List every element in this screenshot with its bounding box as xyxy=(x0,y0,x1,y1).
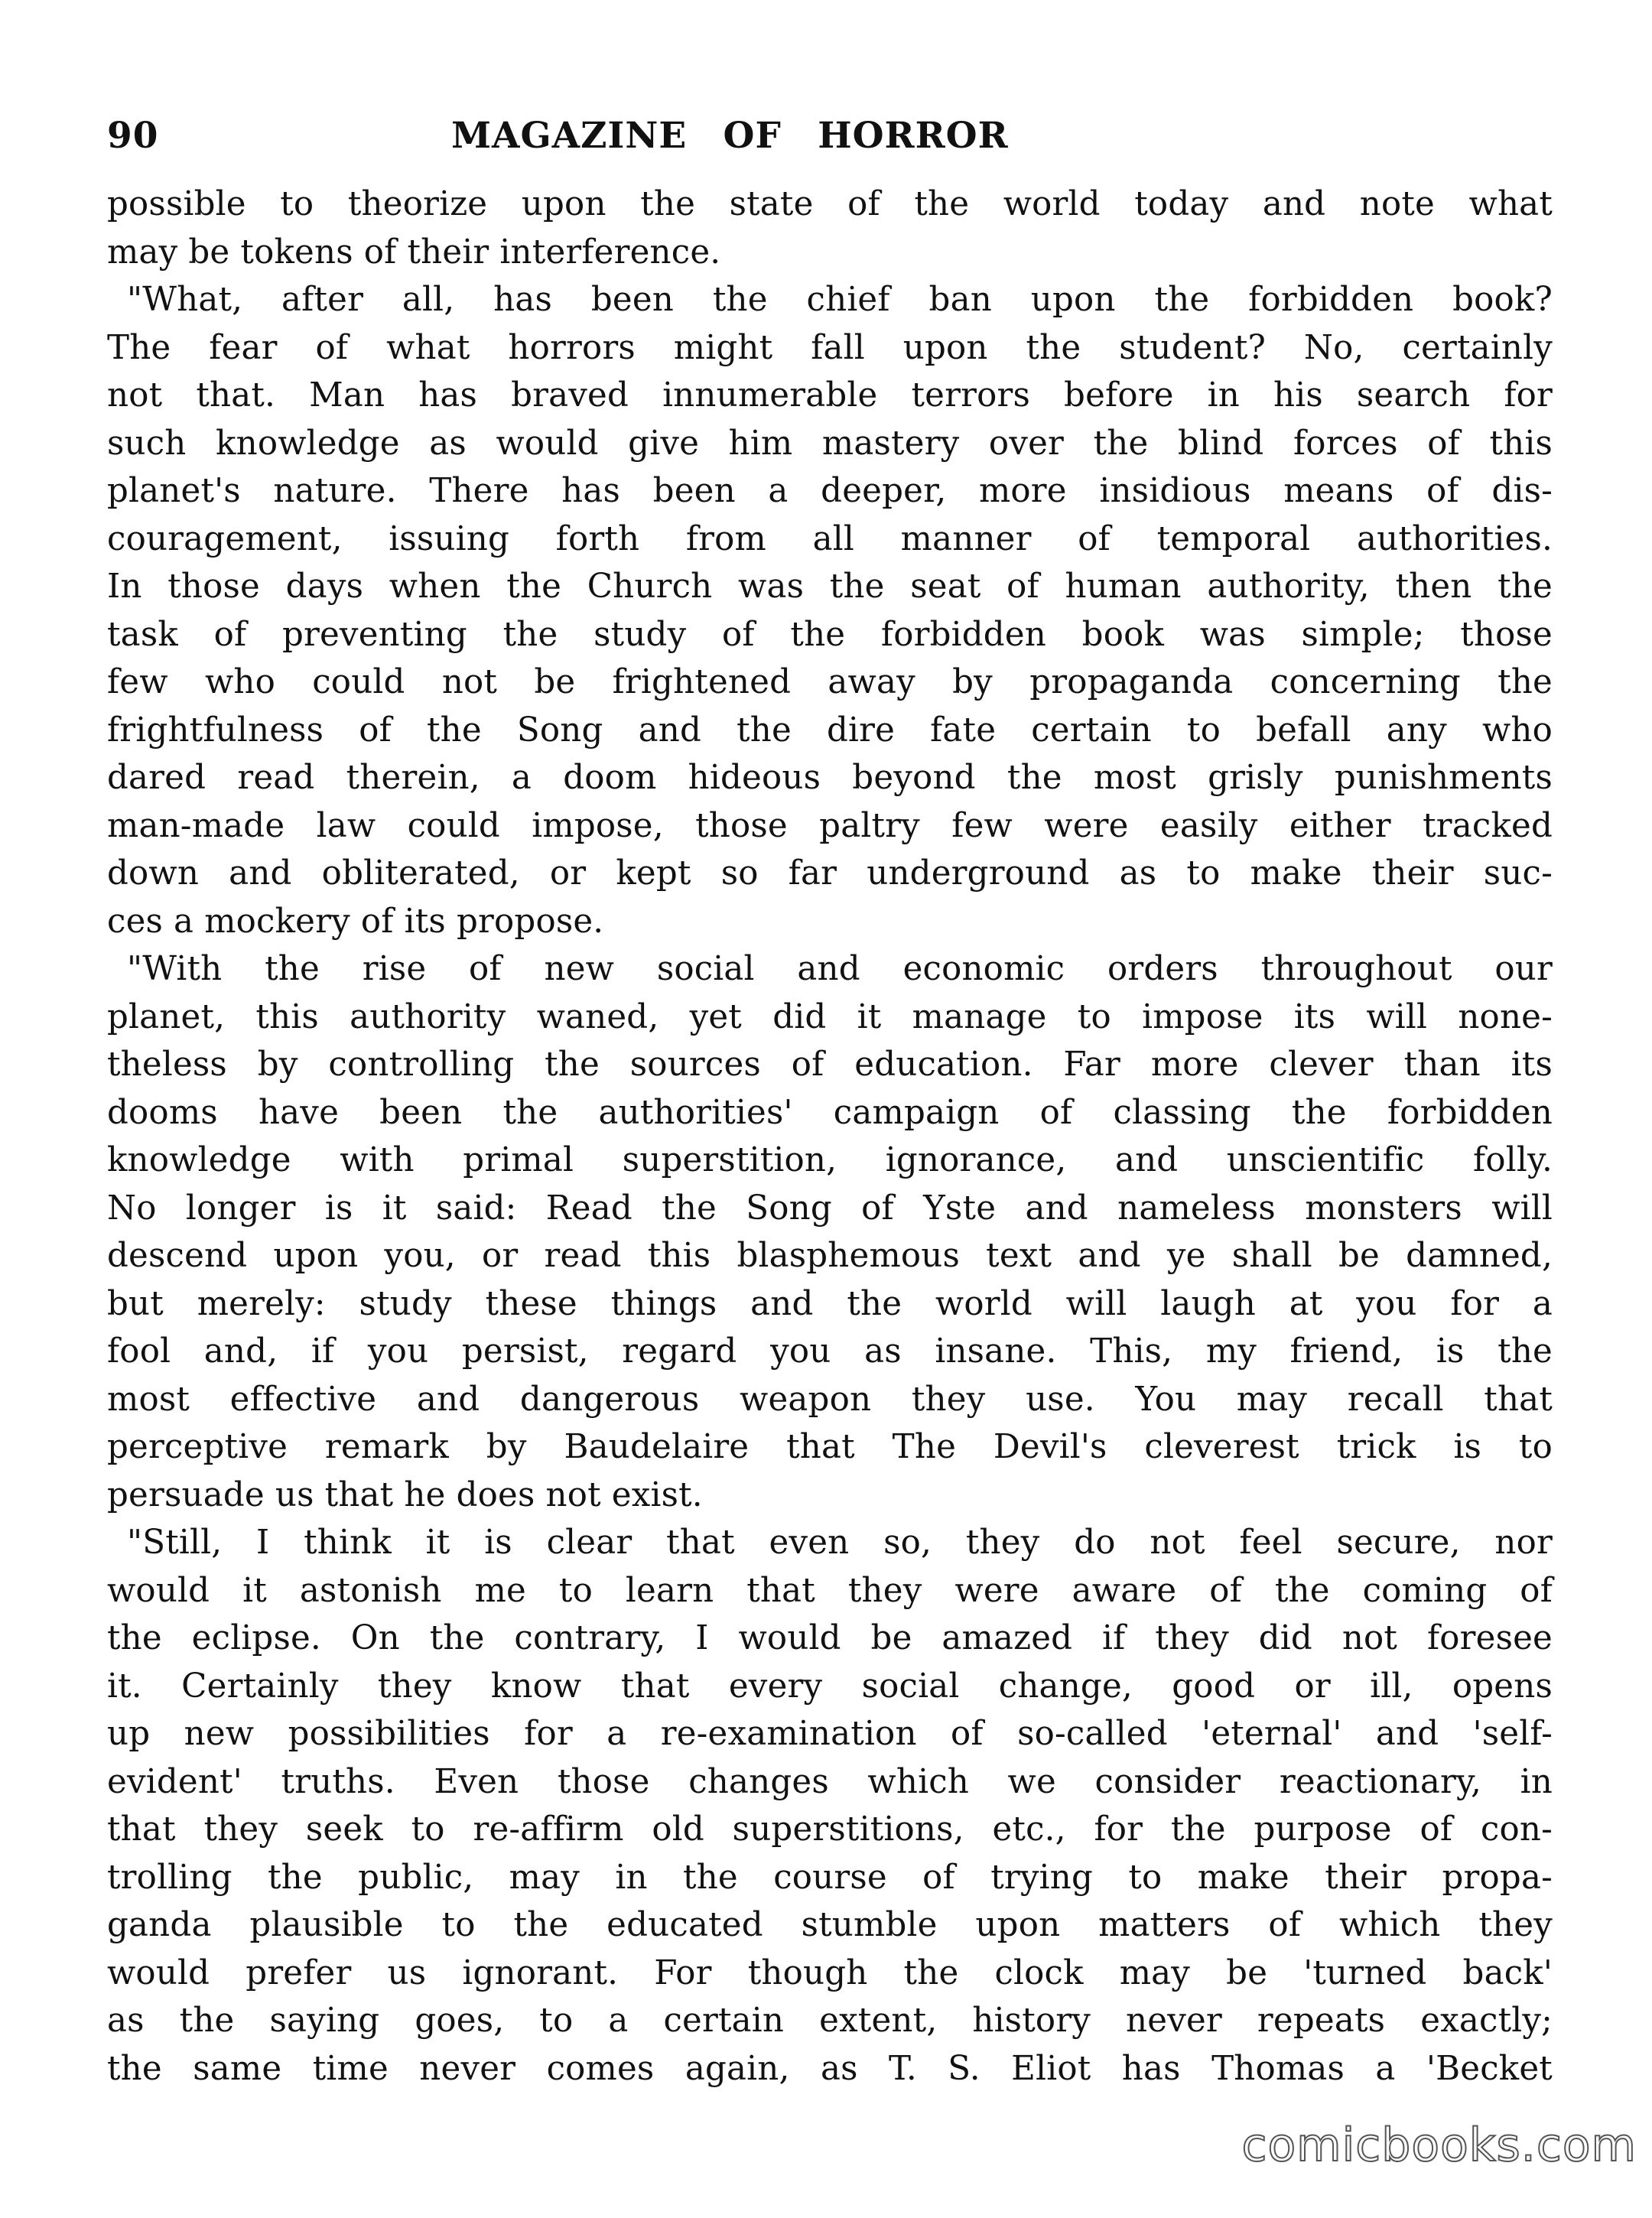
text-line: most effective and dangerous weapon they use. You may recall that xyxy=(107,1380,1553,1419)
text-line: as the saying goes, to a certain extent, history never repeats exactly; xyxy=(107,2002,1553,2040)
text-line: persuade us that he does not exist. xyxy=(107,1475,703,1514)
text-line: ganda plausible to the educated stumble upon matters of which they xyxy=(107,1906,1553,1944)
text-line: planet's nature. There has been a deeper, more insidious means of dis- xyxy=(107,472,1553,510)
text-line: trolling the public, may in the course of trying to make their propa- xyxy=(107,1858,1553,1897)
text-line: not that. Man has braved innumerable terrors before in his search for xyxy=(107,376,1553,415)
book-page xyxy=(107,115,1553,2093)
text-line: that they seek to re-affirm old superstitions, etc., for the purpose of con- xyxy=(107,1810,1553,1849)
text-line: The fear of what horrors might fall upon the student? No, certainly xyxy=(107,328,1553,367)
page-header xyxy=(107,115,1553,168)
text-line: possible to theorize upon the state of the world today and note what xyxy=(107,185,1553,223)
text-line: up new possibilities for a re-examination of so-called 'eternal' and 'self- xyxy=(107,1715,1553,1753)
running-head: MAGAZINE OF HORROR xyxy=(451,115,1009,157)
text-line: may be tokens of their interference. xyxy=(107,233,721,272)
text-line: such knowledge as would give him mastery over the blind forces of this xyxy=(107,424,1553,463)
text-line: "What, after all, has been the chief ban upon the forbidden book? xyxy=(127,281,1553,319)
text-line: frightfulness of the Song and the dire fate certain to befall any who xyxy=(107,711,1553,750)
text-line: perceptive remark by Baudelaire that The Devil's cleverest trick is to xyxy=(107,1428,1553,1466)
text-line: few who could not be frightened away by propaganda concerning the xyxy=(107,663,1553,701)
text-line: knowledge with primal superstition, ignorance, and unscientific folly. xyxy=(107,1141,1553,1179)
body-text xyxy=(107,180,1553,2093)
text-line: but merely: study these things and the world will laugh at you for a xyxy=(107,1284,1553,1323)
text-line: descend upon you, or read this blasphemous text and ye shall be damned, xyxy=(107,1237,1553,1275)
text-line: the eclipse. On the contrary, I would be amazed if they did not foresee xyxy=(107,1619,1553,1657)
text-line: the same time never comes again, as T. S. Eliot has Thomas a 'Becket xyxy=(107,2049,1553,2088)
page-number: 90 xyxy=(107,115,159,157)
text-line: No longer is it said: Read the Song of Yste and nameless monsters will xyxy=(107,1189,1553,1228)
text-line: "With the rise of new social and economic orders throughout our xyxy=(127,950,1553,988)
text-line: evident' truths. Even those changes which we consider reactionary, in xyxy=(107,1762,1553,1801)
text-line: down and obliterated, or kept so far underground as to make their suc- xyxy=(107,854,1553,893)
text-line: ces a mockery of its propose. xyxy=(107,902,604,941)
watermark: comicbooks.com xyxy=(1241,2119,1637,2172)
text-line: would it astonish me to learn that they were aware of the coming of xyxy=(107,1571,1553,1610)
text-line: dooms have been the authorities' campaign of classing the forbidden xyxy=(107,1093,1553,1132)
text-line: planet, this authority waned, yet did it manage to impose its will none- xyxy=(107,997,1553,1036)
text-line: would prefer us ignorant. For though the clock may be 'turned back' xyxy=(107,1953,1553,1992)
text-line: dared read therein, a doom hideous beyond the most grisly punishments xyxy=(107,759,1553,797)
text-line: couragement, issuing forth from all manner of temporal authorities. xyxy=(107,519,1553,558)
text-line: fool and, if you persist, regard you as insane. This, my friend, is the xyxy=(107,1332,1553,1371)
text-line: In those days when the Church was the seat of human authority, then the xyxy=(107,568,1553,606)
text-line: it. Certainly they know that every social change, good or ill, opens xyxy=(107,1667,1553,1706)
text-line: "Still, I think it is clear that even so, they do not feel secure, nor xyxy=(127,1524,1553,1562)
text-line: theless by controlling the sources of education. Far more clever than its xyxy=(107,1046,1553,1084)
text-line: man-made law could impose, those paltry few were easily either tracked xyxy=(107,806,1553,845)
text-line: task of preventing the study of the forbidden book was simple; those xyxy=(107,615,1553,654)
